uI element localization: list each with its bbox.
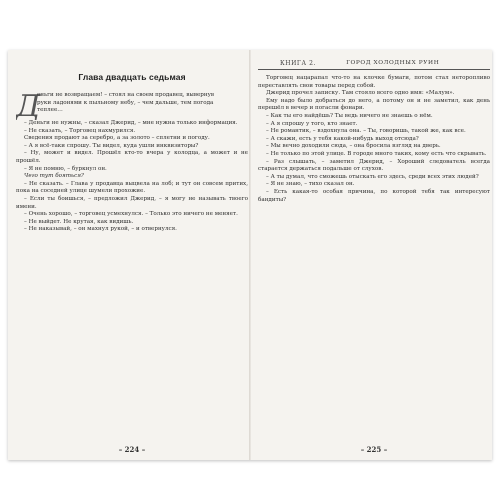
page-number-right: – 225 –	[360, 445, 388, 454]
paragraph: – А я всё-таки спрошу. Ты видел, куда ушли инквизиторы?	[24, 142, 199, 149]
left-page	[16, 50, 248, 460]
paragraph: – А скажи, есть у тебя какой-нибудь выход отсюда?	[266, 135, 419, 142]
text-line: теплее…	[37, 107, 63, 114]
text-line: руки ладонями к пыльному небу, – чем дальше, тем погода	[37, 99, 214, 106]
paragraph: – Не выйдет. Не крутая, как видишь.	[24, 218, 134, 225]
paragraph: – Деньги не нужны, – сказал Джерид, – мне нужна только информация.	[24, 120, 238, 126]
paragraph: – Мы вечно доходили сюда, – она бросила взгляд на дверь.	[266, 143, 441, 150]
paragraph: Торговец нацарапал что-то на клочке бумаги, потом стал неторопливо переставлять свои товары перед собой.	[258, 75, 490, 89]
paragraph: Сведения продают за серебро, а за золото – сплетни и погоду.	[24, 135, 210, 142]
running-head	[258, 60, 490, 70]
paragraph: Ему надо было добраться до него, а потому он и не заметил, как день перешёл в вечер и погасли фонари.	[258, 97, 490, 112]
opening-paragraph	[16, 92, 248, 120]
paragraph: – Не сказать. – Глава у продавца выцвела на лоб; и тут он совсем притих, пока на соседней улице шумели прохожие.	[16, 180, 248, 195]
paragraph: – Не романтик, – вздохнула она. – Ты, говоришь, такой же, как все.	[266, 128, 466, 135]
paragraph: – Если ты боишься, – предложил Джерид, – я могу не называть твоего имени.	[16, 195, 248, 210]
paragraph: – Очень хорошо, – торговец усмехнулся. – Только это ничего не меняет.	[24, 211, 238, 218]
running-head-book: КНИГА 2.	[280, 60, 317, 67]
text-line: еньги не возвращаем! – стоял на своем продавец, вывернув	[37, 92, 215, 98]
chapter-title: Глава двадцать седьмая	[78, 72, 186, 82]
right-page-text	[258, 75, 490, 204]
italic-paragraph: Чего тут бояться?	[24, 173, 84, 180]
left-page-text	[16, 92, 248, 234]
drop-cap: Д	[16, 92, 41, 120]
paragraph: – Ну, может и видел. Прошёл кто-то вчера у колодца, а может и не прошёл.	[16, 150, 248, 164]
paragraph: – Не только по этой улице. В городе много таких, кому есть что скрывать.	[266, 150, 487, 157]
paragraph: Джерид прочел записку. Там стояло всего одно имя: «Малум».	[266, 90, 455, 97]
paragraph: – Я не помню, – буркнул он.	[24, 165, 107, 172]
page-number-left: – 224 –	[118, 445, 146, 454]
paragraph: – Как ты его найдёшь? Ты ведь ничего не знаешь о нём.	[266, 112, 433, 119]
paragraph: – Раз слышать, – заметил Джерид, – Хороший следователь всегда старается держаться подальше от слухов.	[258, 158, 490, 173]
paragraph: – Не сказать, – Торговец нахмурился.	[24, 127, 136, 134]
paragraph: – Есть какая-то особая причина, по которой тебя так интересуют бандиты?	[258, 188, 490, 203]
book-spread	[8, 50, 492, 460]
paragraph: – Я не знаю, – тихо сказал он.	[266, 181, 355, 188]
paragraph: – А ты думал, что сможешь отыскать его здесь, среди всех этих людей?	[266, 173, 479, 180]
page-gutter	[249, 50, 251, 460]
paragraph: – Не наказывай, – он махнул рукой, – и отвернулся.	[24, 226, 177, 233]
running-head-title: ГОРОД ХОЛОДНЫХ РУИН	[346, 60, 440, 66]
right-page	[258, 50, 490, 460]
paragraph: – А я спрошу у того, кто знает.	[266, 120, 358, 127]
